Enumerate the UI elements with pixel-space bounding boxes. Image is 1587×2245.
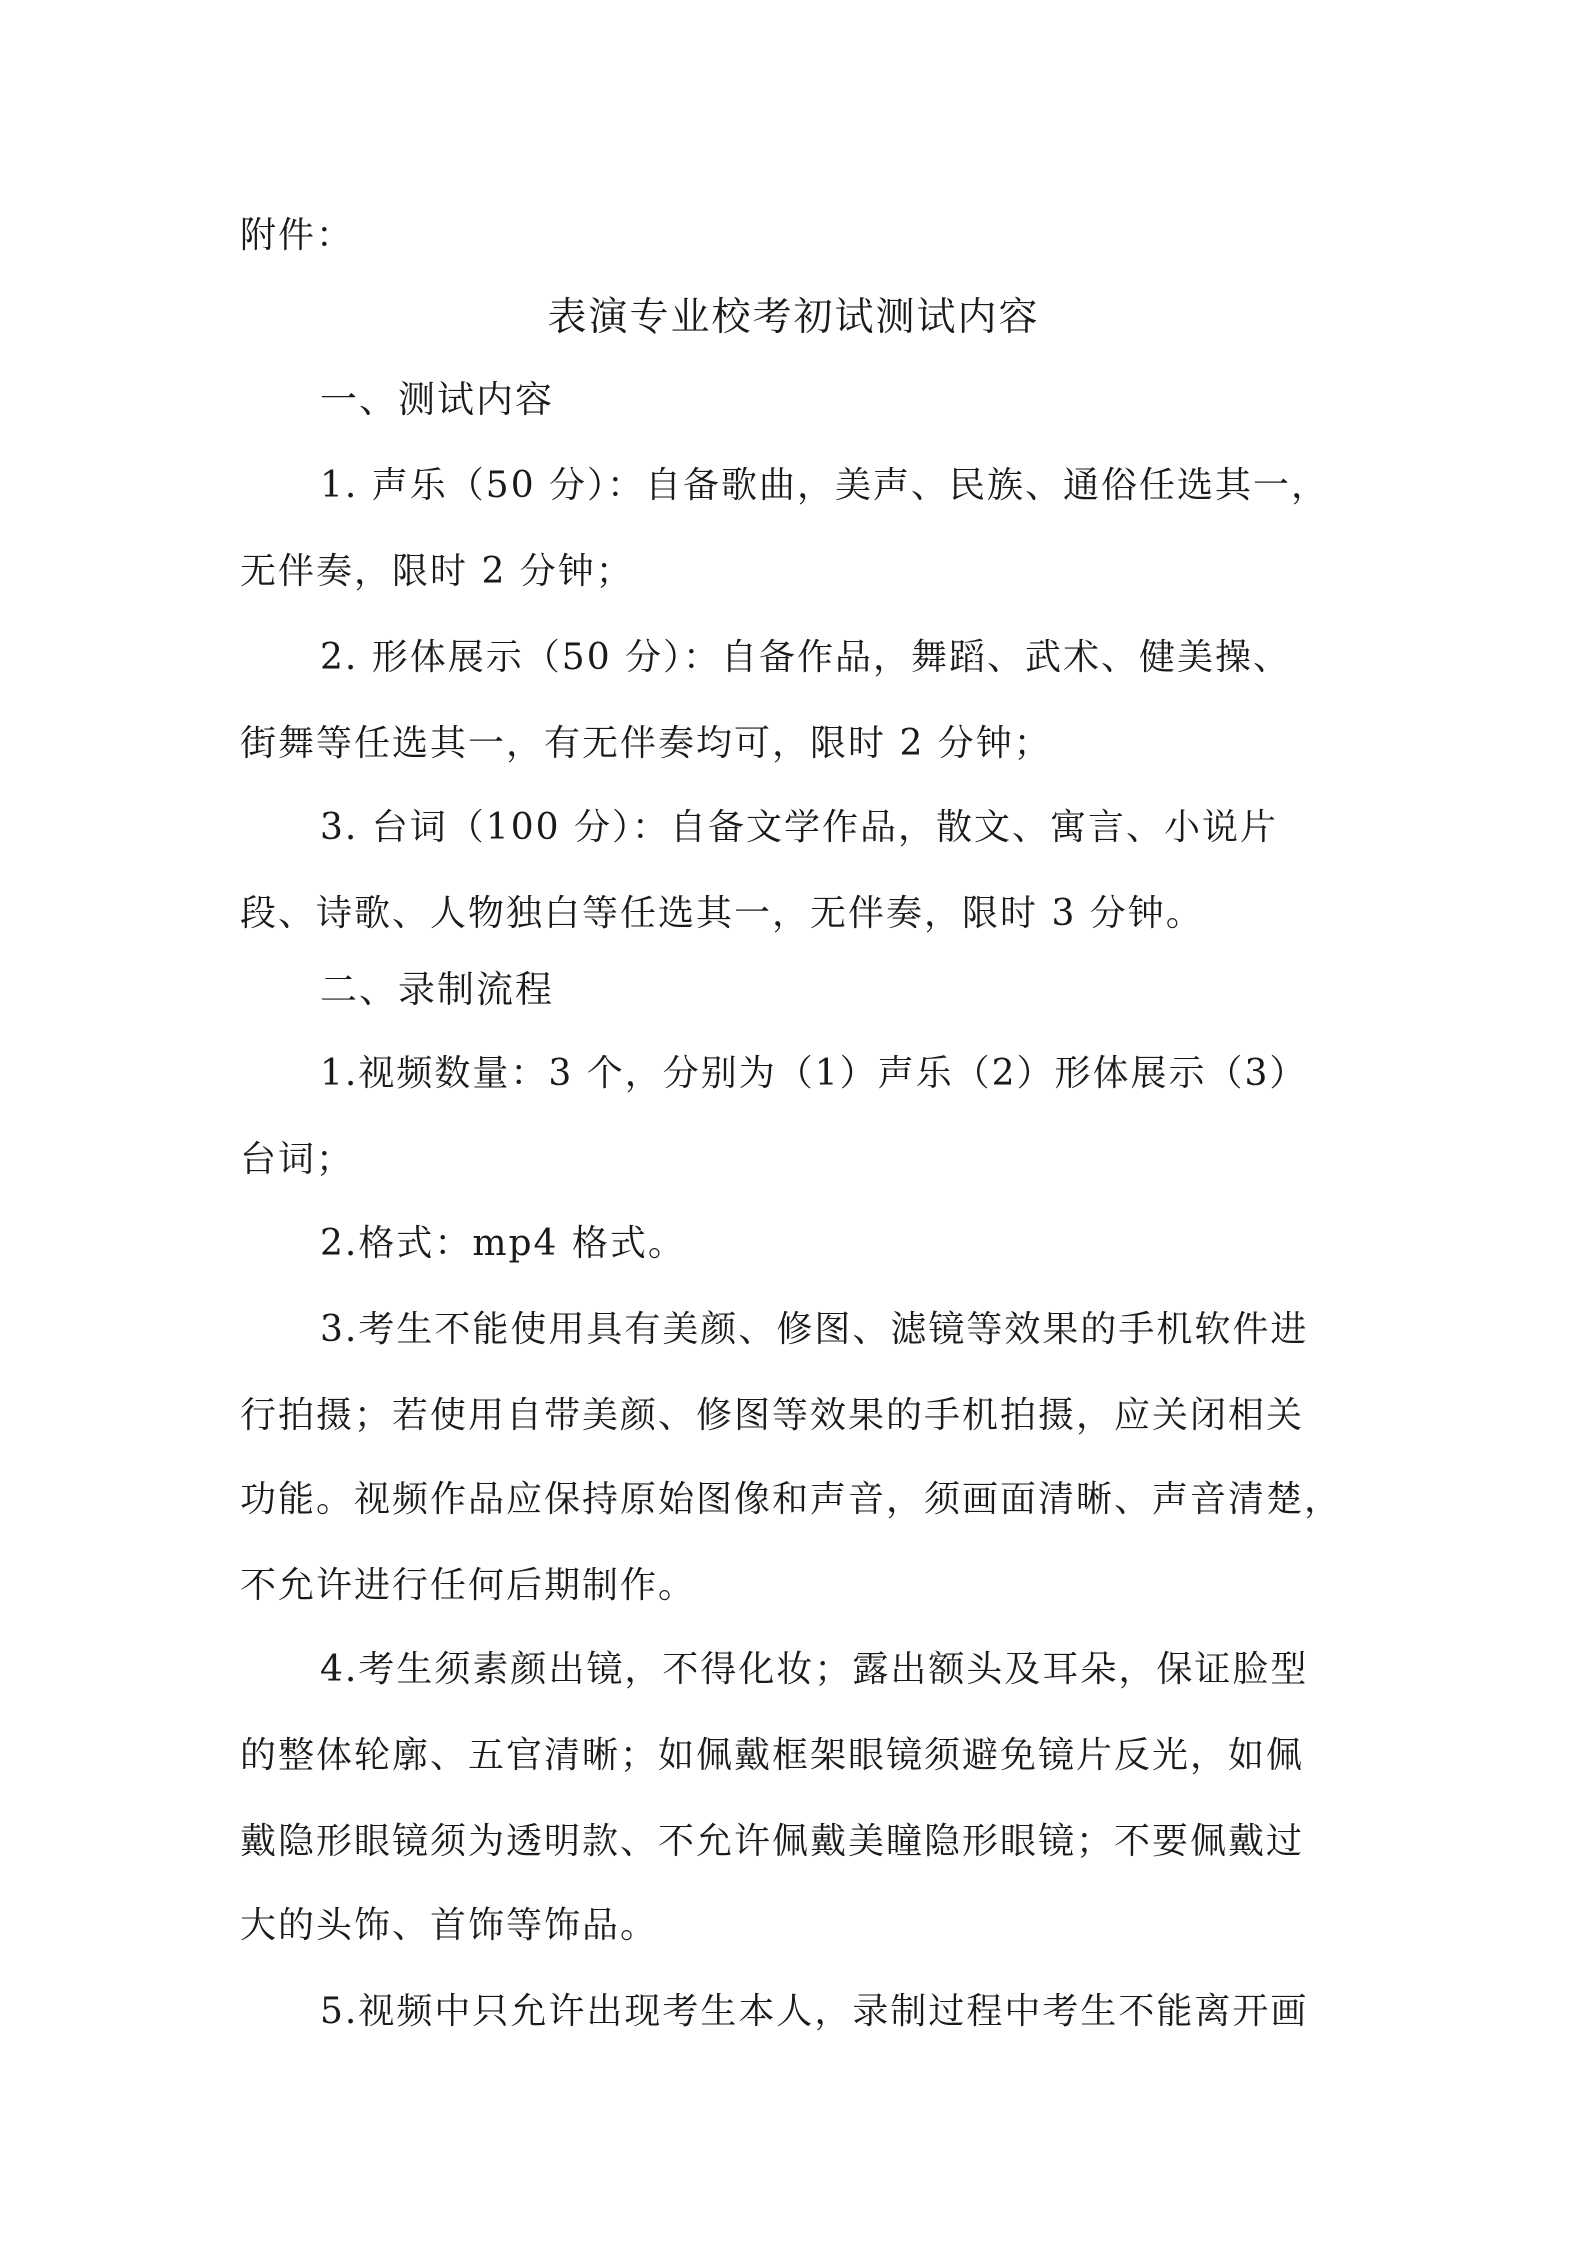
paragraph-line: 戴隐形眼镜须为透明款、不允许佩戴美瞳隐形眼镜；不要佩戴过 — [240, 1821, 1305, 1862]
document-title: 表演专业校考初试测试内容 — [547, 295, 1040, 340]
paragraph-line: 2.格式：mp4 格式。 — [320, 1223, 686, 1264]
paragraph-line: 无伴奏，限时 2 分钟； — [240, 551, 634, 592]
attachment-label: 附件： — [240, 215, 355, 256]
paragraph-line: 大的头饰、首饰等饰品。 — [240, 1905, 659, 1946]
paragraph-line: 1. 声乐（50 分）：自备歌曲，美声、民族、通俗任选其一， — [320, 465, 1330, 506]
paragraph-line: 不允许进行任何后期制作。 — [240, 1565, 697, 1606]
paragraph-line: 1.视频数量：3 个，分别为（1）声乐（2）形体展示（3） — [320, 1053, 1308, 1094]
paragraph-line: 3.考生不能使用具有美颜、修图、滤镜等效果的手机软件进 — [320, 1309, 1309, 1350]
paragraph-line: 2. 形体展示（50 分）：自备作品，舞蹈、武术、健美操、 — [320, 637, 1292, 678]
paragraph-line: 台词； — [240, 1139, 355, 1180]
paragraph-line: 段、诗歌、人物独白等任选其一，无伴奏，限时 3 分钟。 — [240, 893, 1204, 934]
paragraph-line: 4.考生须素颜出镜，不得化妆；露出额头及耳朵，保证脸型 — [320, 1649, 1309, 1690]
paragraph-line: 的整体轮廓、五官清晰；如佩戴框架眼镜须避免镜片反光，如佩 — [240, 1735, 1305, 1776]
section-heading-test-content: 一、测试内容 — [320, 378, 554, 421]
paragraph-line: 街舞等任选其一，有无伴奏均可，限时 2 分钟； — [240, 723, 1052, 764]
paragraph-line: 行拍摄；若使用自带美颜、修图等效果的手机拍摄，应关闭相关 — [240, 1395, 1305, 1436]
paragraph-line: 功能。视频作品应保持原始图像和声音，须画面清晰、声音清楚， — [240, 1479, 1343, 1520]
paragraph-line: 3. 台词（100 分）：自备文学作品，散文、寓言、小说片 — [320, 807, 1278, 848]
section-heading-recording-process: 二、录制流程 — [320, 968, 554, 1011]
paragraph-line: 5.视频中只允许出现考生本人，录制过程中考生不能离开画 — [320, 1991, 1309, 2032]
